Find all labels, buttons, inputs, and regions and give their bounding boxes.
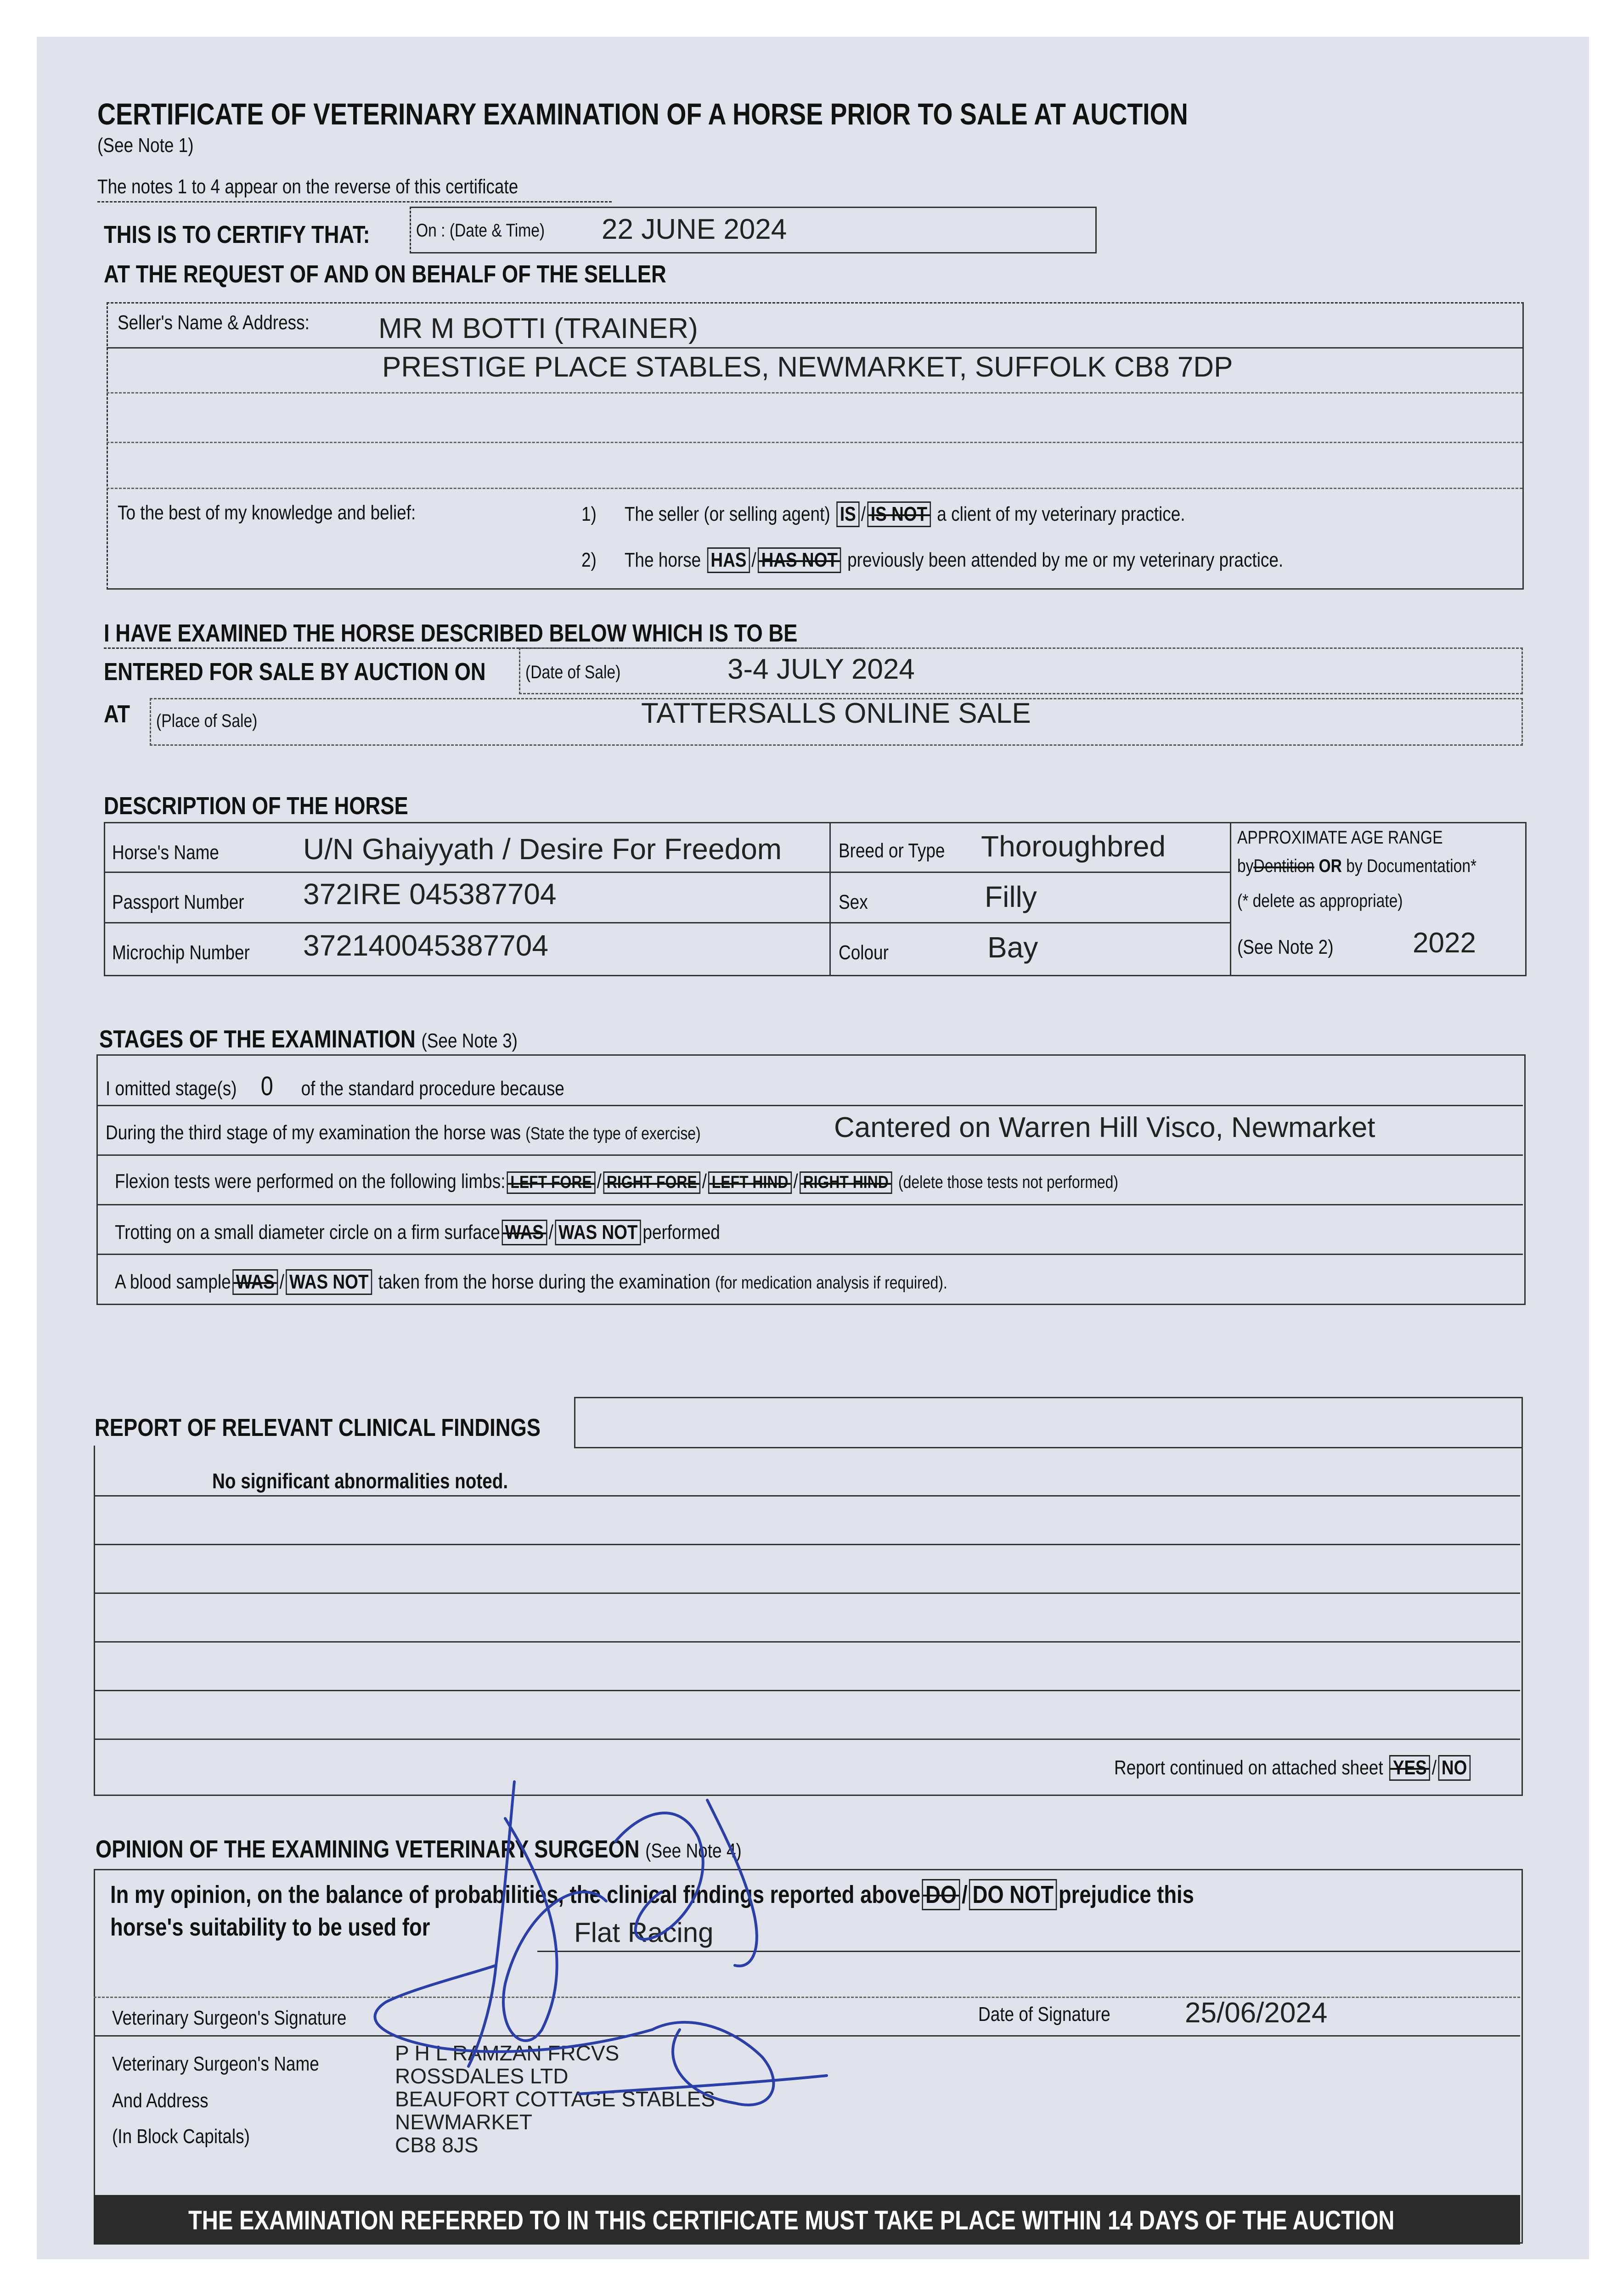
vet-signature <box>358 1773 863 2122</box>
third-stage-pre: During the third stage of my examination the horse was <box>106 1121 521 1144</box>
use-value: Flat Racing <box>574 1917 714 1948</box>
q2-pre: The horse <box>624 549 701 571</box>
notes-underline <box>97 201 612 203</box>
q2-post: previously been attended by me or my veterinary practice. <box>847 549 1284 571</box>
report-line-3 <box>94 1593 1520 1594</box>
report-continued-label: Report continued on attached sheet <box>1114 1756 1383 1779</box>
flexion-post: (delete those tests not performed) <box>898 1173 1119 1192</box>
vet-caps-label: (In Block Capitals) <box>112 2125 250 2148</box>
signature-stroke-3 <box>503 1818 606 2041</box>
opinion-heading-text: OPINION OF THE EXAMINING VETERINARY SURGEON <box>96 1835 640 1863</box>
opinion-option-do[interactable]: DO <box>922 1879 960 1910</box>
signature-stroke-6 <box>707 1800 757 1966</box>
blood-post: taken from the horse during the examination <box>378 1271 710 1293</box>
stages-line-3 <box>96 1204 1523 1205</box>
microchip-label: Microchip Number <box>112 941 250 964</box>
blood-option-was-not[interactable]: WAS NOT <box>286 1269 372 1295</box>
report-continued-line: Report continued on attached sheet YES / NO <box>1114 1755 1472 1781</box>
opinion-line-1: In my opinion, on the balance of probabilities, the clinical findings reported above DO / DO NOT prejudice this <box>110 1879 1194 1910</box>
seller-line-1 <box>107 347 1522 349</box>
trotting-pre: Trotting on a small diameter circle on a firm surface <box>115 1221 500 1244</box>
age-heading: APPROXIMATE AGE RANGE <box>1237 827 1443 848</box>
vet-line-4: NEWMARKET <box>395 2110 532 2134</box>
sex-label: Sex <box>839 891 868 913</box>
description-heading: DESCRIPTION OF THE HORSE <box>104 792 408 820</box>
sale-date-label: (Date of Sale) <box>525 662 621 682</box>
q1-num: 1) <box>581 503 597 525</box>
q2-line: 2) The horse HAS / HAS NOT previously been attended by me or my veterinary practice. <box>581 547 1283 573</box>
vet-line-5: CB8 8JS <box>395 2133 479 2157</box>
age-see-note: (See Note 2) <box>1237 936 1334 958</box>
third-stage-value: Cantered on Warren Hill Visco, Newmarket <box>834 1112 1375 1143</box>
sale-date-value: 3-4 JULY 2024 <box>727 653 915 685</box>
report-line-6 <box>94 1739 1520 1740</box>
sale-line-1: I HAVE EXAMINED THE HORSE DESCRIBED BELOW WHICH IS TO BE <box>104 619 798 647</box>
report-line-1 <box>94 1495 1520 1497</box>
q1-line: 1) The seller (or selling agent) IS / IS NOT a client of my veterinary practice. <box>581 501 1185 527</box>
trotting-option-was-not[interactable]: WAS NOT <box>555 1220 641 1245</box>
report-option-yes[interactable]: YES <box>1389 1755 1430 1781</box>
seller-block <box>107 302 1524 590</box>
report-line-4 <box>94 1641 1520 1643</box>
report-heading-box <box>574 1397 1523 1448</box>
seller-label: Seller's Name & Address: <box>118 311 310 334</box>
age-value: 2022 <box>1413 927 1476 959</box>
breed-label: Breed or Type <box>839 839 945 862</box>
opinion-line-1-post: prejudice this <box>1058 1881 1194 1908</box>
vet-line-2: ROSSDALES LTD <box>395 2064 569 2088</box>
sex-value: Filly <box>985 880 1037 913</box>
age-or: OR <box>1319 856 1342 876</box>
flexion-left-fore[interactable]: LEFT FORE <box>507 1171 595 1194</box>
seller-name: MR M BOTTI (TRAINER) <box>378 313 698 344</box>
omit-post: of the standard procedure because <box>301 1077 564 1100</box>
stages-heading-note: (See Note 3) <box>421 1030 518 1052</box>
age-documentation[interactable]: by Documentation* <box>1346 856 1477 876</box>
description-row-line-2 <box>104 922 1230 923</box>
flexion-right-fore[interactable]: RIGHT FORE <box>603 1171 700 1194</box>
signature-stroke-4 <box>615 1813 703 1939</box>
sale-place-value: TATTERSALLS ONLINE SALE <box>641 698 1031 729</box>
age-delete-note: (* delete as appropriate) <box>1237 891 1403 911</box>
knowledge-label: To the best of my knowledge and belief: <box>118 501 416 524</box>
age-method <box>1237 856 1476 877</box>
certificate-sheet <box>37 37 1589 2259</box>
notes-line: The notes 1 to 4 appear on the reverse of this certificate <box>97 175 518 198</box>
trotting-line: Trotting on a small diameter circle on a firm surface WAS / WAS NOT performed <box>115 1220 720 1245</box>
horse-name-label: Horse's Name <box>112 841 219 864</box>
vet-line-1: P H L RAMZAN FRCVS <box>395 2041 620 2065</box>
signature-stroke-7 <box>579 2076 827 2094</box>
stages-line-1 <box>96 1105 1523 1106</box>
footer-banner-text: THE EXAMINATION REFERRED TO IN THIS CERTIFICATE MUST TAKE PLACE WITHIN 14 DAYS OF THE AUCTION <box>188 2206 1395 2235</box>
sale-place-label: (Place of Sale) <box>156 711 258 731</box>
report-box[interactable] <box>94 1446 1523 1796</box>
breed-value: Thoroughbred <box>981 830 1166 863</box>
report-option-no[interactable]: NO <box>1438 1755 1471 1781</box>
signature-date-label: Date of Signature <box>978 2003 1110 2026</box>
vet-line-3: BEAUFORT COTTAGE STABLES <box>395 2087 715 2111</box>
opinion-heading-note: (See Note 4) <box>645 1840 742 1862</box>
blood-option-was[interactable]: WAS <box>232 1269 278 1295</box>
flexion-right-hind[interactable]: RIGHT HIND <box>800 1171 892 1194</box>
description-row-line-1 <box>104 872 1230 873</box>
description-col-line-1 <box>829 822 831 975</box>
signature-date-value: 25/06/2024 <box>1185 1997 1328 2029</box>
stages-line-2 <box>96 1154 1523 1156</box>
q1-option-is-not[interactable]: IS NOT <box>867 501 930 527</box>
flexion-line: Flexion tests were performed on the following limbs: LEFT FORE / RIGHT FORE / LEFT HIND / RIGHT HIND (delete those tests not performed) <box>115 1170 1118 1194</box>
request-label: AT THE REQUEST OF AND ON BEHALF OF THE SELLER <box>104 260 666 288</box>
stages-line-4 <box>96 1254 1523 1255</box>
blood-note: (for medication analysis if required). <box>715 1273 947 1293</box>
passport-label: Passport Number <box>112 891 244 913</box>
opinion-line-1-pre: In my opinion, on the balance of probabilities, the clinical findings reported above <box>110 1881 921 1908</box>
omit-pre: I omitted stage(s) <box>106 1077 237 1100</box>
report-heading: REPORT OF RELEVANT CLINICAL FINDINGS <box>95 1414 541 1441</box>
third-stage-note: (State the type of exercise) <box>525 1124 701 1143</box>
certify-label: THIS IS TO CERTIFY THAT: <box>104 221 370 248</box>
signature-stroke-2 <box>375 1965 652 2052</box>
third-stage-line <box>106 1121 701 1144</box>
q1-pre: The seller (or selling agent) <box>624 503 830 525</box>
blood-pre: A blood sample <box>115 1271 231 1293</box>
stages-heading <box>99 1025 518 1053</box>
opinion-option-do-not[interactable]: DO NOT <box>969 1879 1057 1910</box>
seller-line-3 <box>107 442 1522 443</box>
seller-line-4 <box>107 488 1522 489</box>
blood-line: A blood sample WAS / WAS NOT taken from the horse during the examination (for medication analysis if required). <box>115 1269 947 1295</box>
report-line-5 <box>94 1690 1520 1691</box>
vet-name-label: Veterinary Surgeon's Name <box>112 2053 319 2075</box>
passport-value: 372IRE 045387704 <box>303 878 557 911</box>
horse-name-value: U/N Ghaiyyath / Desire For Freedom <box>303 833 782 866</box>
seller-line-2 <box>107 392 1522 394</box>
q2-num: 2) <box>581 549 597 571</box>
vet-address-label: And Address <box>112 2089 209 2112</box>
age-dentition-struck[interactable]: Dentition <box>1253 856 1315 876</box>
age-by: by <box>1237 856 1254 876</box>
on-value: 22 JUNE 2024 <box>602 214 787 245</box>
sale-date-field[interactable] <box>519 647 1523 694</box>
q1-post: a client of my veterinary practice. <box>937 503 1185 525</box>
report-finding: No significant abnormalities noted. <box>212 1469 508 1493</box>
q1-option-is[interactable]: IS <box>836 501 859 527</box>
trotting-post: performed <box>642 1221 720 1244</box>
flexion-pre: Flexion tests were performed on the following limbs: <box>115 1170 506 1193</box>
report-line-2 <box>94 1544 1520 1545</box>
trotting-option-was[interactable]: WAS <box>502 1220 547 1245</box>
omit-line <box>106 1071 564 1102</box>
flexion-left-hind[interactable]: LEFT HIND <box>708 1171 792 1194</box>
microchip-value: 372140045387704 <box>303 929 548 962</box>
on-label: On : (Date & Time) <box>416 220 545 241</box>
opinion-line-2: horse's suitability to be used for <box>110 1913 430 1941</box>
seller-address: PRESTIGE PLACE STABLES, NEWMARKET, SUFFOLK CB8 7DP <box>382 351 1233 383</box>
colour-value: Bay <box>987 931 1038 964</box>
q2-option-has-not[interactable]: HAS NOT <box>758 547 841 573</box>
q2-option-has[interactable]: HAS <box>707 547 750 573</box>
colour-label: Colour <box>839 941 889 964</box>
title-note: (See Note 1) <box>97 134 194 157</box>
certificate-title: CERTIFICATE OF VETERINARY EXAMINATION OF A HORSE PRIOR TO SALE AT AUCTION <box>97 97 1188 131</box>
description-col-line-2 <box>1230 822 1231 975</box>
sale-at-label: AT <box>104 700 130 728</box>
sale-line-2: ENTERED FOR SALE BY AUCTION ON <box>104 658 486 686</box>
stages-heading-text: STAGES OF THE EXAMINATION <box>99 1025 416 1053</box>
omit-value: 0 <box>260 1071 273 1101</box>
signature-label: Veterinary Surgeon's Signature <box>112 2007 347 2029</box>
signature-stroke-5 <box>652 2022 773 2105</box>
